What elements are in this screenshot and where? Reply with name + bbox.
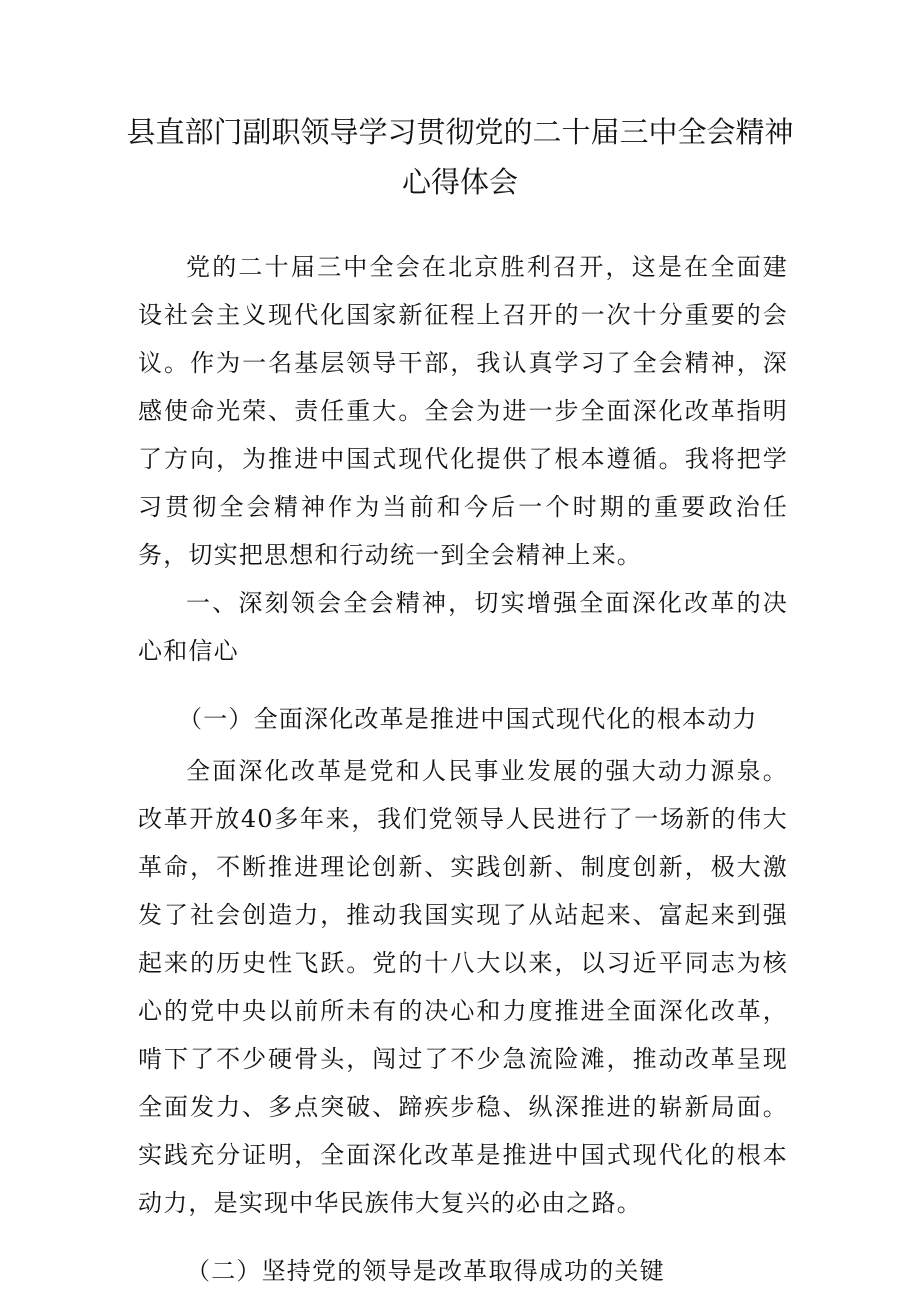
- intro-paragraph: 党的二十届三中全会在北京胜利召开，这是在全面建设社会主义现代化国家新征程上召开的一次十分重要的会议。作为一名基层领导干部，我认真学习了全会精神，深感使命光荣、责任重大。全会为进一步全面深化改革指明了方向，为推进中国式现代化提供了根本遵循。我将把学习贯彻全会精神作为当前和今后一个时期的重要政治任务，切实把思想和行动统一到全会精神上来。: [138, 253, 788, 569]
- document-title-line2: 心得体会: [401, 165, 518, 199]
- document-title-line1: 县直部门副职领导学习贯彻党的二十届三中全会精神: [126, 115, 794, 149]
- subsection-2-heading: （二）坚持党的领导是改革取得成功的关键: [186, 1257, 665, 1285]
- subsection-1-body: 全面深化改革是党和人民事业发展的强大动力源泉。改革开放40多年来，我们党领导人民进行了一场新的伟大革命，不断推进理论创新、实践创新、制度创新，极大激发了社会创造力，推动我国实现了从站起来、富起来到强起来的历史性飞跃。党的十八大以来，以习近平同志为核心的党中央以前所未有的决心和力度推进全面深化改革，啃下了不少硬骨头，闯过了不少急流险滩，推动改革呈现全面发力、多点突破、蹄疾步稳、纵深推进的崭新局面。实践充分证明，全面深化改革是推进中国式现代化的根本动力，是实现中华民族伟大复兴的必由之路。: [138, 757, 788, 1217]
- document-body: [138, 243, 788, 1295]
- section-1-heading: 一、深刻领会全会精神，切实增强全面深化改革的决心和信心: [138, 589, 788, 665]
- subsection-1-heading: （一）全面深化改革是推进中国式现代化的根本动力: [178, 705, 758, 733]
